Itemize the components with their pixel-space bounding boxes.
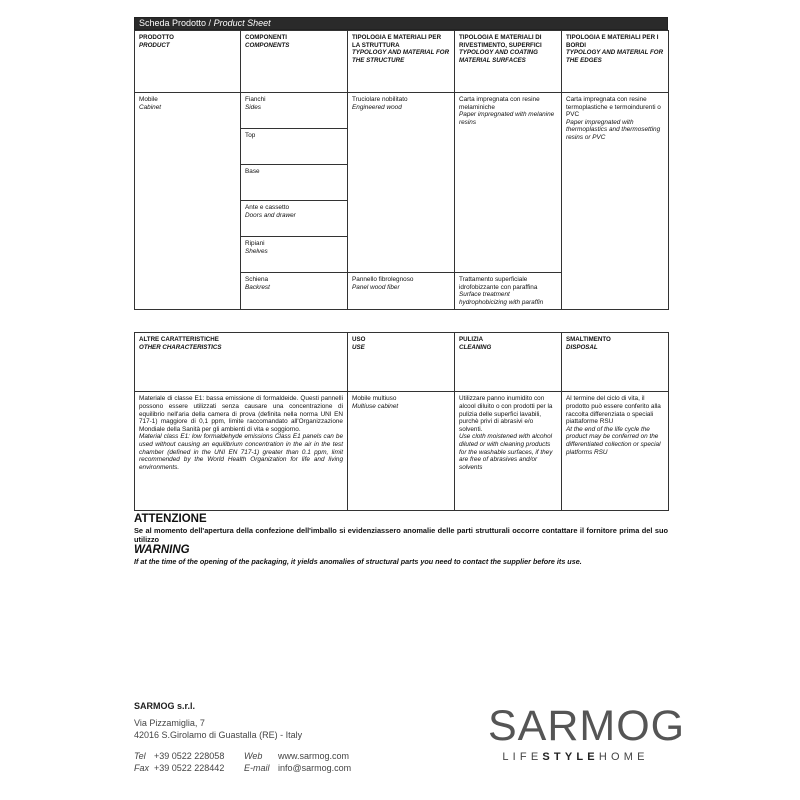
product-cell: Mobile Cabinet (135, 93, 241, 310)
sheet-title-it: Scheda Prodotto / (139, 18, 214, 28)
product-sheet (134, 17, 668, 511)
web-label: Web (244, 751, 263, 761)
coating-back-cell: Trattamento superficiale idrofobizzante con paraffina Surface treatment hydrophobicizing with paraffin (455, 273, 562, 310)
component-backrest: Schiena Backrest (241, 273, 348, 310)
structure-back-cell: Pannello fibrolegnoso Panel wood fiber (348, 273, 455, 310)
characteristics-header-row (135, 333, 669, 392)
sheet-title-en: Product Sheet (213, 18, 271, 28)
component-shelves: Ripiani Shelves (241, 237, 348, 273)
warning-section (134, 513, 668, 566)
characteristics-table (134, 332, 669, 511)
company-contacts (134, 751, 368, 774)
coating-main-cell: Carta impregnata con resine melaminiche Paper impregnated with melanine resins (455, 93, 562, 273)
logo-wordmark: SARMOG (488, 702, 686, 750)
sarmog-logo (488, 702, 686, 763)
tel-value: +39 0522 228058 (154, 751, 225, 761)
edges-cell: Carta impregnata con resine termoplastiche e termoindurenti o PVC Paper impregnated with thermoplastics and thermosetting resins or PVC (562, 93, 669, 310)
materials-header-row (135, 31, 669, 93)
materials-table (134, 30, 669, 310)
component-top: Top (241, 129, 348, 165)
component-doors: Ante e cassetto Doors and drawer (241, 201, 348, 237)
sheet-title-bar (134, 17, 668, 30)
component-base: Base (241, 165, 348, 201)
disposal-cell: Al termine del ciclo di vita, il prodotto può essere conferito alla raccolta differenziata o speciali piattaforme RSU At the end of the life cycle the product may be conferred on the differentiated collection or special platforms RSU (562, 392, 669, 511)
company-address-2: 42016 S.Girolamo di Guastalla (RE) - Italy (134, 730, 303, 740)
company-info (134, 701, 368, 774)
header-other: ALTRE CARATTERISTICHE OTHER CHARACTERISTICS (135, 333, 348, 392)
fax-label: Fax (134, 763, 150, 773)
fax-value: +39 0522 228442 (154, 763, 225, 773)
web-link[interactable]: www.sarmog.com (278, 751, 350, 761)
company-address-1: Via Pizzamiglia, 7 (134, 718, 205, 728)
header-structure: TIPOLOGIA E MATERIALI PER LA STRUTTURA TYPOLOGY AND MATERIAL FOR THE STRUCTURE (348, 31, 455, 93)
warning-text-it: Se al momento dell'apertura della confezione dell'imballo si evidenziassero anomalie delle parti strutturali occorre contattare il fornitore prima del suo utilizzo (134, 526, 668, 544)
component-sides: Fianchi Sides (241, 93, 348, 129)
characteristics-cell: Materiale di classe E1: bassa emissione di formaldeide. Questi pannelli possono essere utilizzati senza causare una concentrazione di equilibrio nell'aria della camera di prova (definita nella norma UNI EN 717-1) maggiore di 0,1 ppm, limite raccomandato all'Organizzazione Mondiale della Sanità per gli ambienti di vita e soggiorno. Material class E1: low formaldehyde emissions Class E1 panels can be used without causing an equilibrium concentration in the air in the test chamber (defined in the UNI EN 717-1) greater than 0.1 ppm, limit recommended by the World Health Organization for life and living environments. (135, 392, 348, 511)
header-use: USO USE (348, 333, 455, 392)
cleaning-cell: Utilizzare panno inumidito con alcool diluito o con prodotti per la pulizia delle superfici lavabili, purchè privi di abrasivi e/o solventi. Use cloth moistened with alcohol diluted or with cleaning products for the washable surfaces, if they are free of abrasives and/or solvents (455, 392, 562, 511)
company-name: SARMOG s.r.l. (134, 701, 196, 711)
warning-title-en: WARNING (134, 544, 190, 556)
header-coating: TIPOLOGIA E MATERIALI DI RIVESTIMENTO, SUPERFICI TYPOLOGY AND COATING MATERIAL SURFACES (455, 31, 562, 93)
header-components: COMPONENTI COMPONENTS (241, 31, 348, 93)
email-label: E-mail (244, 763, 270, 773)
use-cell: Mobile multiuso Multiuse cabinet (348, 392, 455, 511)
warning-title-it: ATTENZIONE (134, 513, 207, 525)
tel-label: Tel (134, 751, 146, 761)
characteristics-body-row (135, 392, 669, 511)
structure-main-cell: Truciolare nobilitato Engineered wood (348, 93, 455, 273)
component-row (135, 93, 669, 129)
logo-tagline: LIFESTYLEHOME (502, 751, 649, 763)
header-edges: TIPOLOGIA E MATERIALI PER I BORDI TYPOLOGY AND MATERIAL FOR THE EDGES (562, 31, 669, 93)
warning-text-en: If at the time of the opening of the packaging, it yields anomalies of structural parts you need to contact the supplier before its use. (134, 557, 582, 566)
header-disposal: SMALTIMENTO DISPOSAL (562, 333, 669, 392)
header-cleaning: PULIZIA CLEANING (455, 333, 562, 392)
header-product: PRODOTTO PRODUCT (135, 31, 241, 93)
email-link[interactable]: info@sarmog.com (278, 763, 352, 773)
